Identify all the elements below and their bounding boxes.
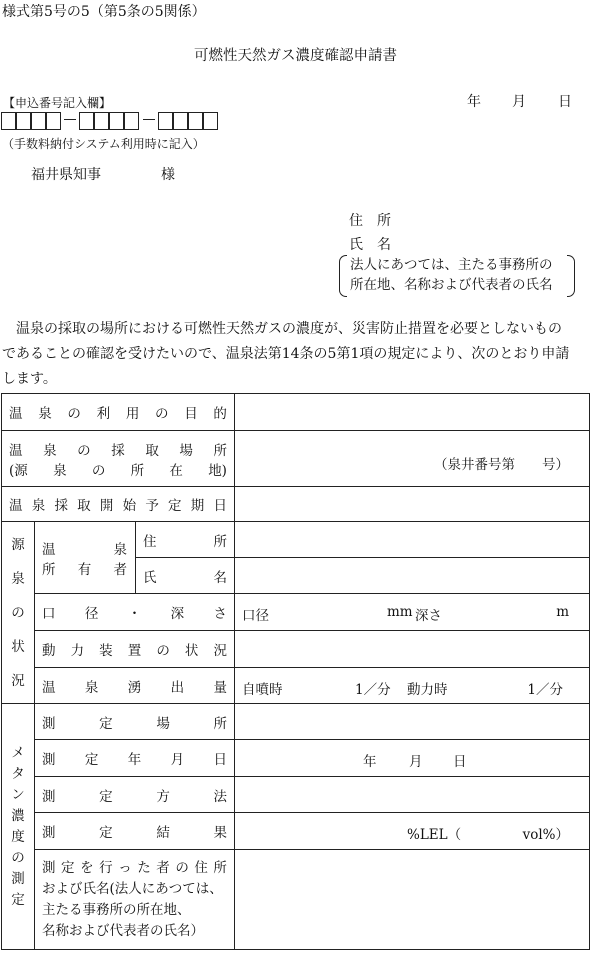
label-char: 温 [9, 406, 23, 422]
label-char: 有 [77, 561, 92, 578]
label-text [35, 602, 234, 622]
body-line-1: 温泉の採取の場所における可燃性天然ガスの濃度が、災害防止措置を必要としないもの [16, 321, 562, 337]
note-line-2: 所在地、名称および代表者の氏名 [350, 277, 553, 293]
label-char: 泉 [113, 541, 127, 558]
date-day: 日 [558, 94, 572, 110]
meas-method-input[interactable] [235, 777, 590, 813]
label-text [2, 494, 234, 514]
label-char: 径 [84, 606, 99, 622]
powered-flow-label: 動力時 [407, 682, 448, 698]
powered-flow-unit: 1／分 [527, 682, 563, 698]
vertical-label-char: の [11, 604, 25, 621]
label-char: 況 [213, 643, 227, 659]
application-number-label: 【申込番号記入欄】 [3, 96, 112, 110]
label-char: 動 [42, 643, 56, 659]
owner-label [35, 522, 136, 594]
label-char: 場 [156, 715, 170, 732]
label-text [35, 785, 234, 805]
label-char: 泉 [38, 406, 52, 422]
label-char: 目 [184, 406, 198, 422]
label-char: 者 [156, 859, 170, 876]
result-lel: %LEL（ [407, 827, 462, 843]
label-char: 日 [213, 498, 227, 514]
label-char: 置 [127, 643, 142, 659]
natural-flow-label: 自噴時 [242, 682, 283, 698]
vertical-label-char: 源 [11, 536, 25, 553]
label-char: 在 [169, 462, 183, 479]
label-char: の [155, 406, 169, 422]
vertical-label-char: タ [11, 765, 25, 782]
label-text [35, 639, 234, 659]
label-char: 出 [170, 679, 185, 696]
label-char: っ [118, 859, 132, 876]
meas-year: 年 [363, 754, 377, 770]
label-char: 果 [213, 825, 227, 841]
label-char: 始 [122, 498, 137, 514]
addressee: 福井県知事 [31, 167, 101, 183]
label-char: 期 [190, 498, 205, 514]
label-char: 測 [42, 859, 56, 876]
diameter-depth-label [35, 594, 235, 631]
vertical-label-char: の [11, 849, 25, 866]
left-bracket [339, 255, 347, 297]
date-month: 月 [512, 94, 526, 110]
label-char: 温 [42, 679, 56, 696]
label-text [35, 558, 135, 578]
label-char: 方 [156, 788, 170, 805]
label-char: 湧 [127, 679, 142, 696]
digit-box[interactable] [79, 112, 94, 130]
label-char: 法 [213, 788, 227, 805]
label-char: を [80, 859, 94, 876]
applicant-address-label: 住 所 [349, 213, 391, 229]
label-char: 泉 [43, 442, 57, 459]
note-line-1: 法人にあつては、主たる事務所の [350, 257, 553, 273]
owner-name-input[interactable] [235, 558, 590, 594]
vertical-label-char: 測 [11, 870, 25, 887]
label-char: 深 [170, 606, 185, 622]
depth-unit: m [556, 604, 569, 620]
start-date-input[interactable] [235, 487, 590, 522]
label-char: 所 [213, 859, 227, 876]
digit-box[interactable] [109, 112, 124, 130]
label-char: 用 [125, 406, 140, 422]
label-char: 定 [99, 825, 113, 841]
digit-box[interactable] [203, 112, 218, 130]
digit-box[interactable] [1, 112, 16, 130]
digit-box[interactable] [31, 112, 46, 130]
meas-result-input[interactable] [235, 813, 590, 850]
diameter-unit: mm [387, 604, 413, 620]
form-number: 様式第5号の5（第5条の5関係） [2, 4, 206, 20]
label-char: 状 [184, 643, 199, 659]
power-equipment-label [35, 631, 235, 668]
measurer-line-3: 主たる事務所の所在地、 [42, 901, 191, 918]
digit-box[interactable] [124, 112, 139, 130]
label-char: 名 [213, 569, 227, 586]
label-char: 装 [99, 643, 113, 659]
meas-month: 月 [409, 754, 423, 770]
label-text [35, 821, 234, 841]
source-status-group-label [2, 522, 35, 704]
label-char: 予 [145, 498, 159, 514]
location-input[interactable] [235, 431, 590, 487]
vertical-label-char: 泉 [11, 570, 25, 587]
meas-place-input[interactable] [235, 704, 590, 740]
methane-group-label [2, 704, 35, 950]
body-line-2: であることの確認を受けたいので、温泉法第14条の5第1項の規定により、次のとおり申請 [2, 346, 570, 362]
label-char: 口 [42, 606, 56, 622]
label-text [136, 530, 234, 550]
power-equipment-input[interactable] [235, 631, 590, 668]
meas-method-label [35, 777, 235, 813]
label-char: 測 [42, 752, 56, 768]
page-title: 可燃性天然ガス濃度確認申請書 [194, 48, 397, 64]
result-vol: vol%） [522, 827, 569, 843]
label-char: 温 [42, 541, 56, 558]
label-char: た [137, 859, 151, 876]
label-char: 所 [213, 715, 227, 732]
label-char: 温 [9, 498, 23, 514]
label-char: 泉 [53, 462, 67, 479]
depth-text: 深さ [415, 608, 442, 624]
purpose-label [2, 394, 235, 431]
measurer-input[interactable] [235, 850, 590, 950]
label-char: 取 [77, 498, 91, 514]
label-char: 住 [143, 533, 157, 550]
label-char: 採 [54, 498, 68, 514]
label-char: 採 [111, 442, 125, 459]
vertical-label-char: ン [11, 786, 25, 803]
vertical-label-char: 状 [11, 638, 25, 655]
measurer-label [35, 850, 235, 950]
label-text [35, 676, 234, 696]
vertical-label-char: 定 [11, 891, 25, 908]
body-line-3: します。 [2, 371, 57, 387]
separator-dash [64, 119, 76, 120]
vertical-label-char: 濃 [11, 807, 25, 824]
owner-name-label [136, 558, 235, 594]
digit-box[interactable] [173, 112, 188, 130]
label-char: 測 [42, 825, 56, 841]
well-number: （泉井番号第 号） [434, 457, 569, 473]
yield-label [35, 668, 235, 704]
label-char: ・ [127, 606, 142, 622]
label-char: 場 [179, 442, 193, 459]
label-char: 量 [213, 679, 227, 696]
application-table [1, 393, 590, 950]
label-char: の [156, 643, 170, 659]
label-char: 的 [213, 406, 227, 422]
label-char: 定 [168, 498, 182, 514]
label-char: 測 [42, 788, 56, 805]
label-char: 所 [130, 462, 145, 479]
label-char: 取 [145, 442, 159, 459]
purpose-input[interactable] [235, 394, 590, 431]
meas-date-label [35, 740, 235, 777]
label-char: 地) [208, 462, 227, 479]
label-text [35, 748, 234, 768]
label-text [2, 402, 234, 422]
location-label [2, 431, 235, 487]
start-date-label [2, 487, 235, 522]
label-char: さ [213, 606, 227, 622]
label-char: (源 [9, 462, 28, 479]
label-char: 所 [213, 533, 227, 550]
label-char: 所 [42, 561, 56, 578]
label-text [35, 712, 234, 732]
label-char: の [67, 406, 81, 422]
label-char: 所 [213, 442, 227, 459]
label-char: 開 [99, 498, 114, 514]
vertical-label-char: 度 [11, 828, 25, 845]
vertical-label [2, 743, 34, 911]
meas-date-input[interactable] [235, 740, 590, 777]
addressee-suffix: 様 [161, 167, 175, 183]
applicant-name-label: 氏 名 [349, 237, 391, 253]
label-char: 温 [9, 442, 23, 459]
meas-day: 日 [453, 754, 467, 770]
label-char: 力 [70, 643, 85, 659]
measurer-line-4: 名称および代表者の氏名） [42, 922, 204, 939]
owner-address-label [136, 522, 235, 558]
label-char: 泉 [31, 498, 46, 514]
label-char: 測 [42, 715, 56, 732]
label-char: 行 [99, 859, 113, 876]
diameter-depth-input[interactable] [235, 594, 590, 631]
separator-dash [143, 119, 155, 120]
label-char: 泉 [84, 679, 99, 696]
digit-box[interactable] [158, 112, 173, 130]
label-char: 日 [213, 752, 227, 768]
natural-flow-unit: 1／分 [355, 682, 391, 698]
diameter-text: 口径 [242, 608, 269, 624]
label-text [35, 858, 234, 879]
vertical-label-char: 況 [11, 672, 25, 689]
label-char: の [77, 442, 91, 459]
yield-input[interactable] [235, 668, 590, 704]
label-text [2, 459, 234, 479]
vertical-label-char: メ [11, 744, 25, 761]
label-char: の [175, 859, 189, 876]
digit-box[interactable] [46, 112, 61, 130]
label-char: 者 [113, 561, 127, 578]
label-char: 氏 [143, 569, 157, 586]
applicant-note [339, 255, 575, 295]
date-year: 年 [467, 94, 481, 110]
label-char: 定 [61, 859, 75, 876]
label-char: 結 [156, 825, 170, 841]
label-char: の [91, 462, 106, 479]
label-char: 定 [99, 715, 113, 732]
digit-box[interactable] [188, 112, 203, 130]
meas-place-label [35, 704, 235, 740]
label-text [2, 439, 234, 459]
owner-address-input[interactable] [235, 522, 590, 558]
label-text [136, 566, 234, 586]
label-text [35, 538, 135, 558]
label-char: 利 [96, 406, 111, 422]
digit-box[interactable] [16, 112, 31, 130]
label-char: 月 [170, 752, 185, 768]
digit-box[interactable] [94, 112, 109, 130]
label-char: 定 [99, 788, 113, 805]
right-bracket [567, 255, 575, 297]
vertical-label [2, 528, 34, 698]
measurer-line-2: および氏名(法人にあつては、 [42, 880, 223, 897]
label-char: 定 [84, 752, 99, 768]
application-number-note: （手数料納付システム利用時に記入） [2, 137, 205, 151]
label-char: 年 [127, 752, 142, 768]
label-char: 住 [194, 859, 208, 876]
meas-result-label [35, 813, 235, 850]
